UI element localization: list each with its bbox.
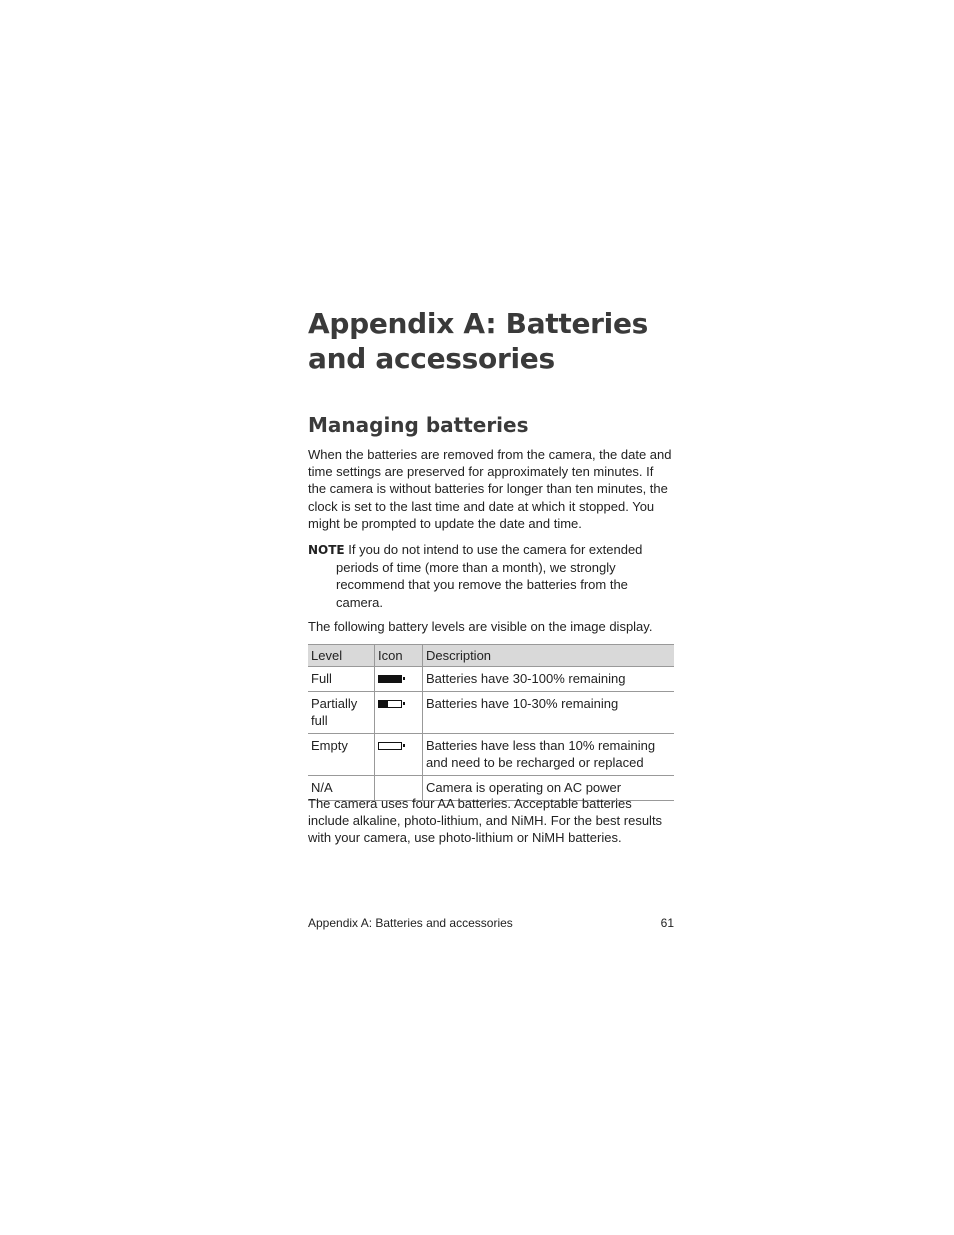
table-header-row xyxy=(308,645,674,667)
title-line-1: Appendix A: Batteries xyxy=(308,307,649,340)
closing-paragraph: The camera uses four AA batteries. Acceptable batteries include alkaline, photo-lithium, and NiMH. For the best results with your camera, use photo-lithium or NiMH batteries. xyxy=(308,796,663,846)
icon-cell xyxy=(375,692,423,734)
level-cell: Partially full xyxy=(308,692,375,734)
battery-empty-icon xyxy=(378,742,402,750)
note-first-line: If you do not intend to use the camera for extended xyxy=(348,542,643,557)
level-cell: Empty xyxy=(308,734,375,776)
table-row xyxy=(308,692,674,734)
battery-full-icon xyxy=(378,675,402,683)
header-description: Description xyxy=(423,645,675,667)
table-intro: The following battery levels are visible on the image display. xyxy=(308,619,653,634)
title-line-2: and accessories xyxy=(308,342,555,375)
level-cell: N/A xyxy=(308,776,375,801)
table-row xyxy=(308,667,674,692)
header-level: Level xyxy=(308,645,375,667)
header-icon: Icon xyxy=(375,645,423,667)
note-label: NOTE xyxy=(308,543,345,557)
description-cell: Camera is operating on AC power xyxy=(423,776,675,801)
description-cell: Batteries have 10-30% remaining xyxy=(423,692,675,734)
description-cell: Batteries have less than 10% remaining and need to be recharged or replaced xyxy=(423,734,675,776)
battery-partial-icon xyxy=(378,700,402,708)
section-title: Managing batteries xyxy=(308,413,529,437)
note-rest: periods of time (more than a month), we strongly recommend that you remove the batteries from the camera. xyxy=(336,560,628,610)
page-footer xyxy=(308,915,674,931)
level-cell: Full xyxy=(308,667,375,692)
battery-levels-table xyxy=(308,644,674,801)
icon-cell xyxy=(375,734,423,776)
intro-paragraph: When the batteries are removed from the camera, the date and time settings are preserved for approximately ten minutes. If the camera is without batteries for longer than ten minutes, the clock is set to the last time and date at which it stopped. You might be prompted to update the date and time. xyxy=(308,447,672,531)
note-block xyxy=(308,541,674,611)
icon-cell xyxy=(375,667,423,692)
description-cell: Batteries have 30-100% remaining xyxy=(423,667,675,692)
footer-title: Appendix A: Batteries and accessories xyxy=(308,916,513,930)
page-number: 61 xyxy=(660,916,674,930)
table-row xyxy=(308,734,674,776)
page-title xyxy=(308,306,728,376)
